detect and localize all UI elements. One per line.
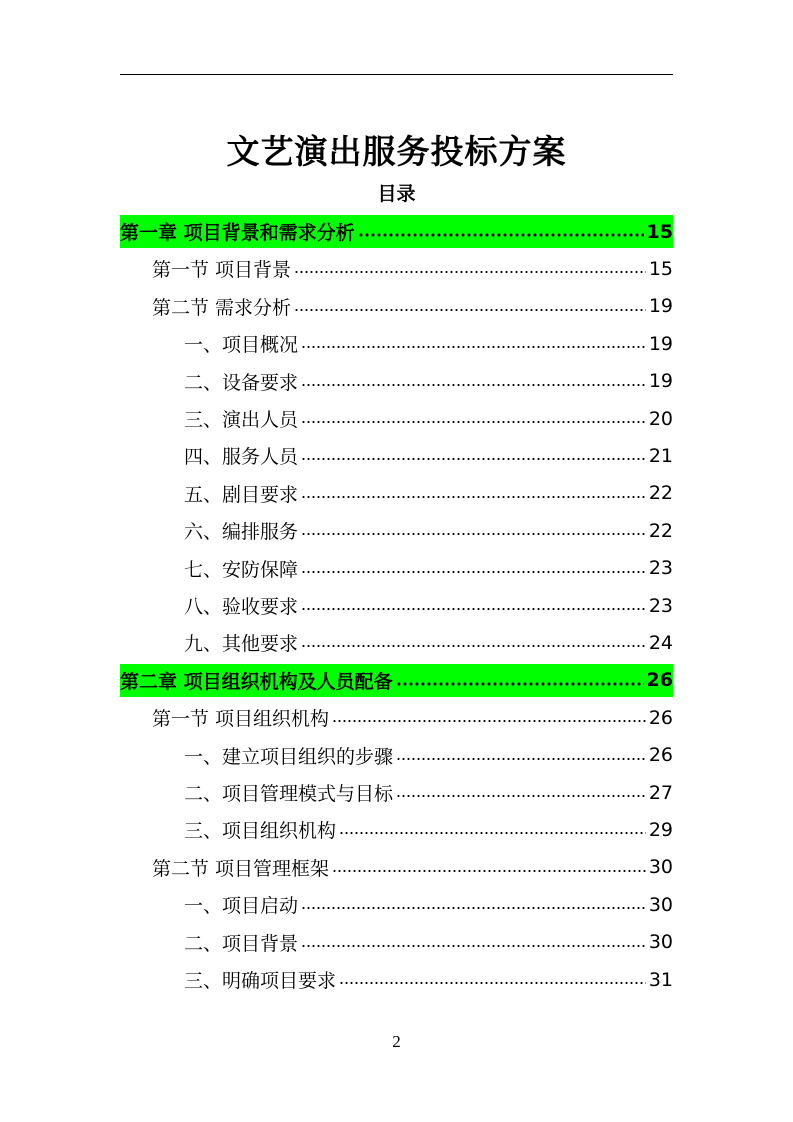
toc-subsection-entry[interactable] xyxy=(120,813,673,846)
toc-entry-page-number: 26 xyxy=(646,669,673,692)
dot-leader xyxy=(301,531,646,537)
toc-entry-page-number: 19 xyxy=(648,295,673,318)
toc-entry-page-number: 15 xyxy=(648,257,673,280)
toc-chapter-entry[interactable] xyxy=(120,215,673,248)
toc-entry-page-number: 20 xyxy=(648,407,673,430)
toc-subsection-entry[interactable] xyxy=(120,327,673,360)
toc-subsection-entry[interactable] xyxy=(120,365,673,398)
dot-leader xyxy=(301,643,646,649)
toc-entry-label: 第二节 需求分析 xyxy=(152,296,292,319)
page-number: 2 xyxy=(392,1032,401,1051)
toc-entry-label: 六、编排服务 xyxy=(184,521,299,544)
toc-subsection-entry[interactable] xyxy=(120,552,673,585)
toc-section-entry[interactable] xyxy=(120,701,673,734)
toc-entry-page-number: 30 xyxy=(648,931,673,954)
toc-entry-label: 三、项目组织机构 xyxy=(184,820,337,843)
dot-leader xyxy=(358,232,644,238)
dot-leader xyxy=(396,756,646,762)
toc-entry-page-number: 26 xyxy=(648,706,673,729)
dot-leader xyxy=(332,718,646,724)
dot-leader xyxy=(301,344,646,350)
dot-leader xyxy=(301,905,646,911)
dot-leader xyxy=(396,681,644,687)
toc-entry-label: 第二章 项目组织机构及人员配备 xyxy=(120,670,393,693)
toc-entry-label: 一、项目启动 xyxy=(184,895,299,918)
dot-leader xyxy=(332,868,646,874)
toc-entry-label: 五、剧目要求 xyxy=(184,483,299,506)
toc-entry-page-number: 23 xyxy=(648,594,673,617)
toc-entry-page-number: 23 xyxy=(648,557,673,580)
toc-entry-page-number: 30 xyxy=(648,856,673,879)
toc-subsection-entry[interactable] xyxy=(120,514,673,547)
toc-entry-page-number: 19 xyxy=(648,332,673,355)
dot-leader xyxy=(301,606,646,612)
dot-leader xyxy=(339,830,646,836)
toc-entry-label: 三、演出人员 xyxy=(184,409,299,431)
document-title: 文艺演出服务投标方案 xyxy=(226,132,567,171)
toc-entry-label: 一、项目概况 xyxy=(184,334,299,357)
dot-leader xyxy=(301,943,646,949)
toc-entry-label: 第一节 项目组织机构 xyxy=(152,708,330,731)
toc-subsection-entry[interactable] xyxy=(120,963,673,996)
toc-entry-label: 三、明确项目要求 xyxy=(184,970,337,992)
dot-leader xyxy=(301,569,646,575)
toc-section-entry[interactable] xyxy=(120,252,673,285)
toc-entry-page-number: 31 xyxy=(648,968,673,991)
toc-section-entry[interactable] xyxy=(120,851,673,884)
dot-leader xyxy=(396,793,646,799)
toc-entry-page-number: 26 xyxy=(648,744,673,767)
toc-entry-label: 二、项目背景 xyxy=(184,932,299,955)
toc-subsection-entry[interactable] xyxy=(120,439,673,472)
dot-leader xyxy=(294,269,646,275)
toc-entry-page-number: 19 xyxy=(648,370,673,393)
toc-subsection-entry[interactable] xyxy=(120,402,673,435)
toc-entry-page-number: 21 xyxy=(648,444,673,467)
toc-subsection-entry[interactable] xyxy=(120,739,673,772)
toc-entry-label: 七、安防保障 xyxy=(184,558,299,581)
toc-subsection-entry[interactable] xyxy=(120,776,673,809)
toc-entry-page-number: 27 xyxy=(648,781,673,804)
toc-entry-page-number: 22 xyxy=(648,519,673,542)
toc-entry-page-number: 24 xyxy=(648,631,673,654)
toc-subsection-entry[interactable] xyxy=(120,888,673,921)
toc-entry-label: 九、其他要求 xyxy=(184,633,299,656)
toc-chapter-entry[interactable] xyxy=(120,664,673,697)
toc-heading: 目录 xyxy=(377,183,416,205)
toc-entry-label: 第一节 项目背景 xyxy=(152,259,292,282)
toc-entry-label: 二、设备要求 xyxy=(184,371,299,394)
dot-leader xyxy=(301,419,646,425)
toc-entry-label: 四、服务人员 xyxy=(184,446,299,469)
toc-entry-label: 第一章 项目背景和需求分析 xyxy=(120,222,355,244)
toc-entry-label: 八、验收要求 xyxy=(184,596,299,618)
toc-entry-label: 二、项目管理模式与目标 xyxy=(184,783,394,805)
toc-subsection-entry[interactable] xyxy=(120,477,673,510)
dot-leader xyxy=(294,307,646,313)
toc-subsection-entry[interactable] xyxy=(120,589,673,622)
toc-subsection-entry[interactable] xyxy=(120,626,673,659)
toc-entry-label: 第二节 项目管理框架 xyxy=(152,857,330,880)
dot-leader xyxy=(301,382,646,388)
toc-entry-page-number: 29 xyxy=(648,818,673,841)
toc-entry-page-number: 22 xyxy=(648,482,673,505)
dot-leader xyxy=(301,494,646,500)
dot-leader xyxy=(301,456,646,462)
toc-entry-label: 一、建立项目组织的步骤 xyxy=(184,745,394,768)
toc-section-entry[interactable] xyxy=(120,290,673,323)
toc-subsection-entry[interactable] xyxy=(120,926,673,959)
header-rule xyxy=(120,74,673,75)
toc-entry-page-number: 15 xyxy=(646,220,673,243)
toc-entry-page-number: 30 xyxy=(648,893,673,916)
dot-leader xyxy=(339,980,646,986)
